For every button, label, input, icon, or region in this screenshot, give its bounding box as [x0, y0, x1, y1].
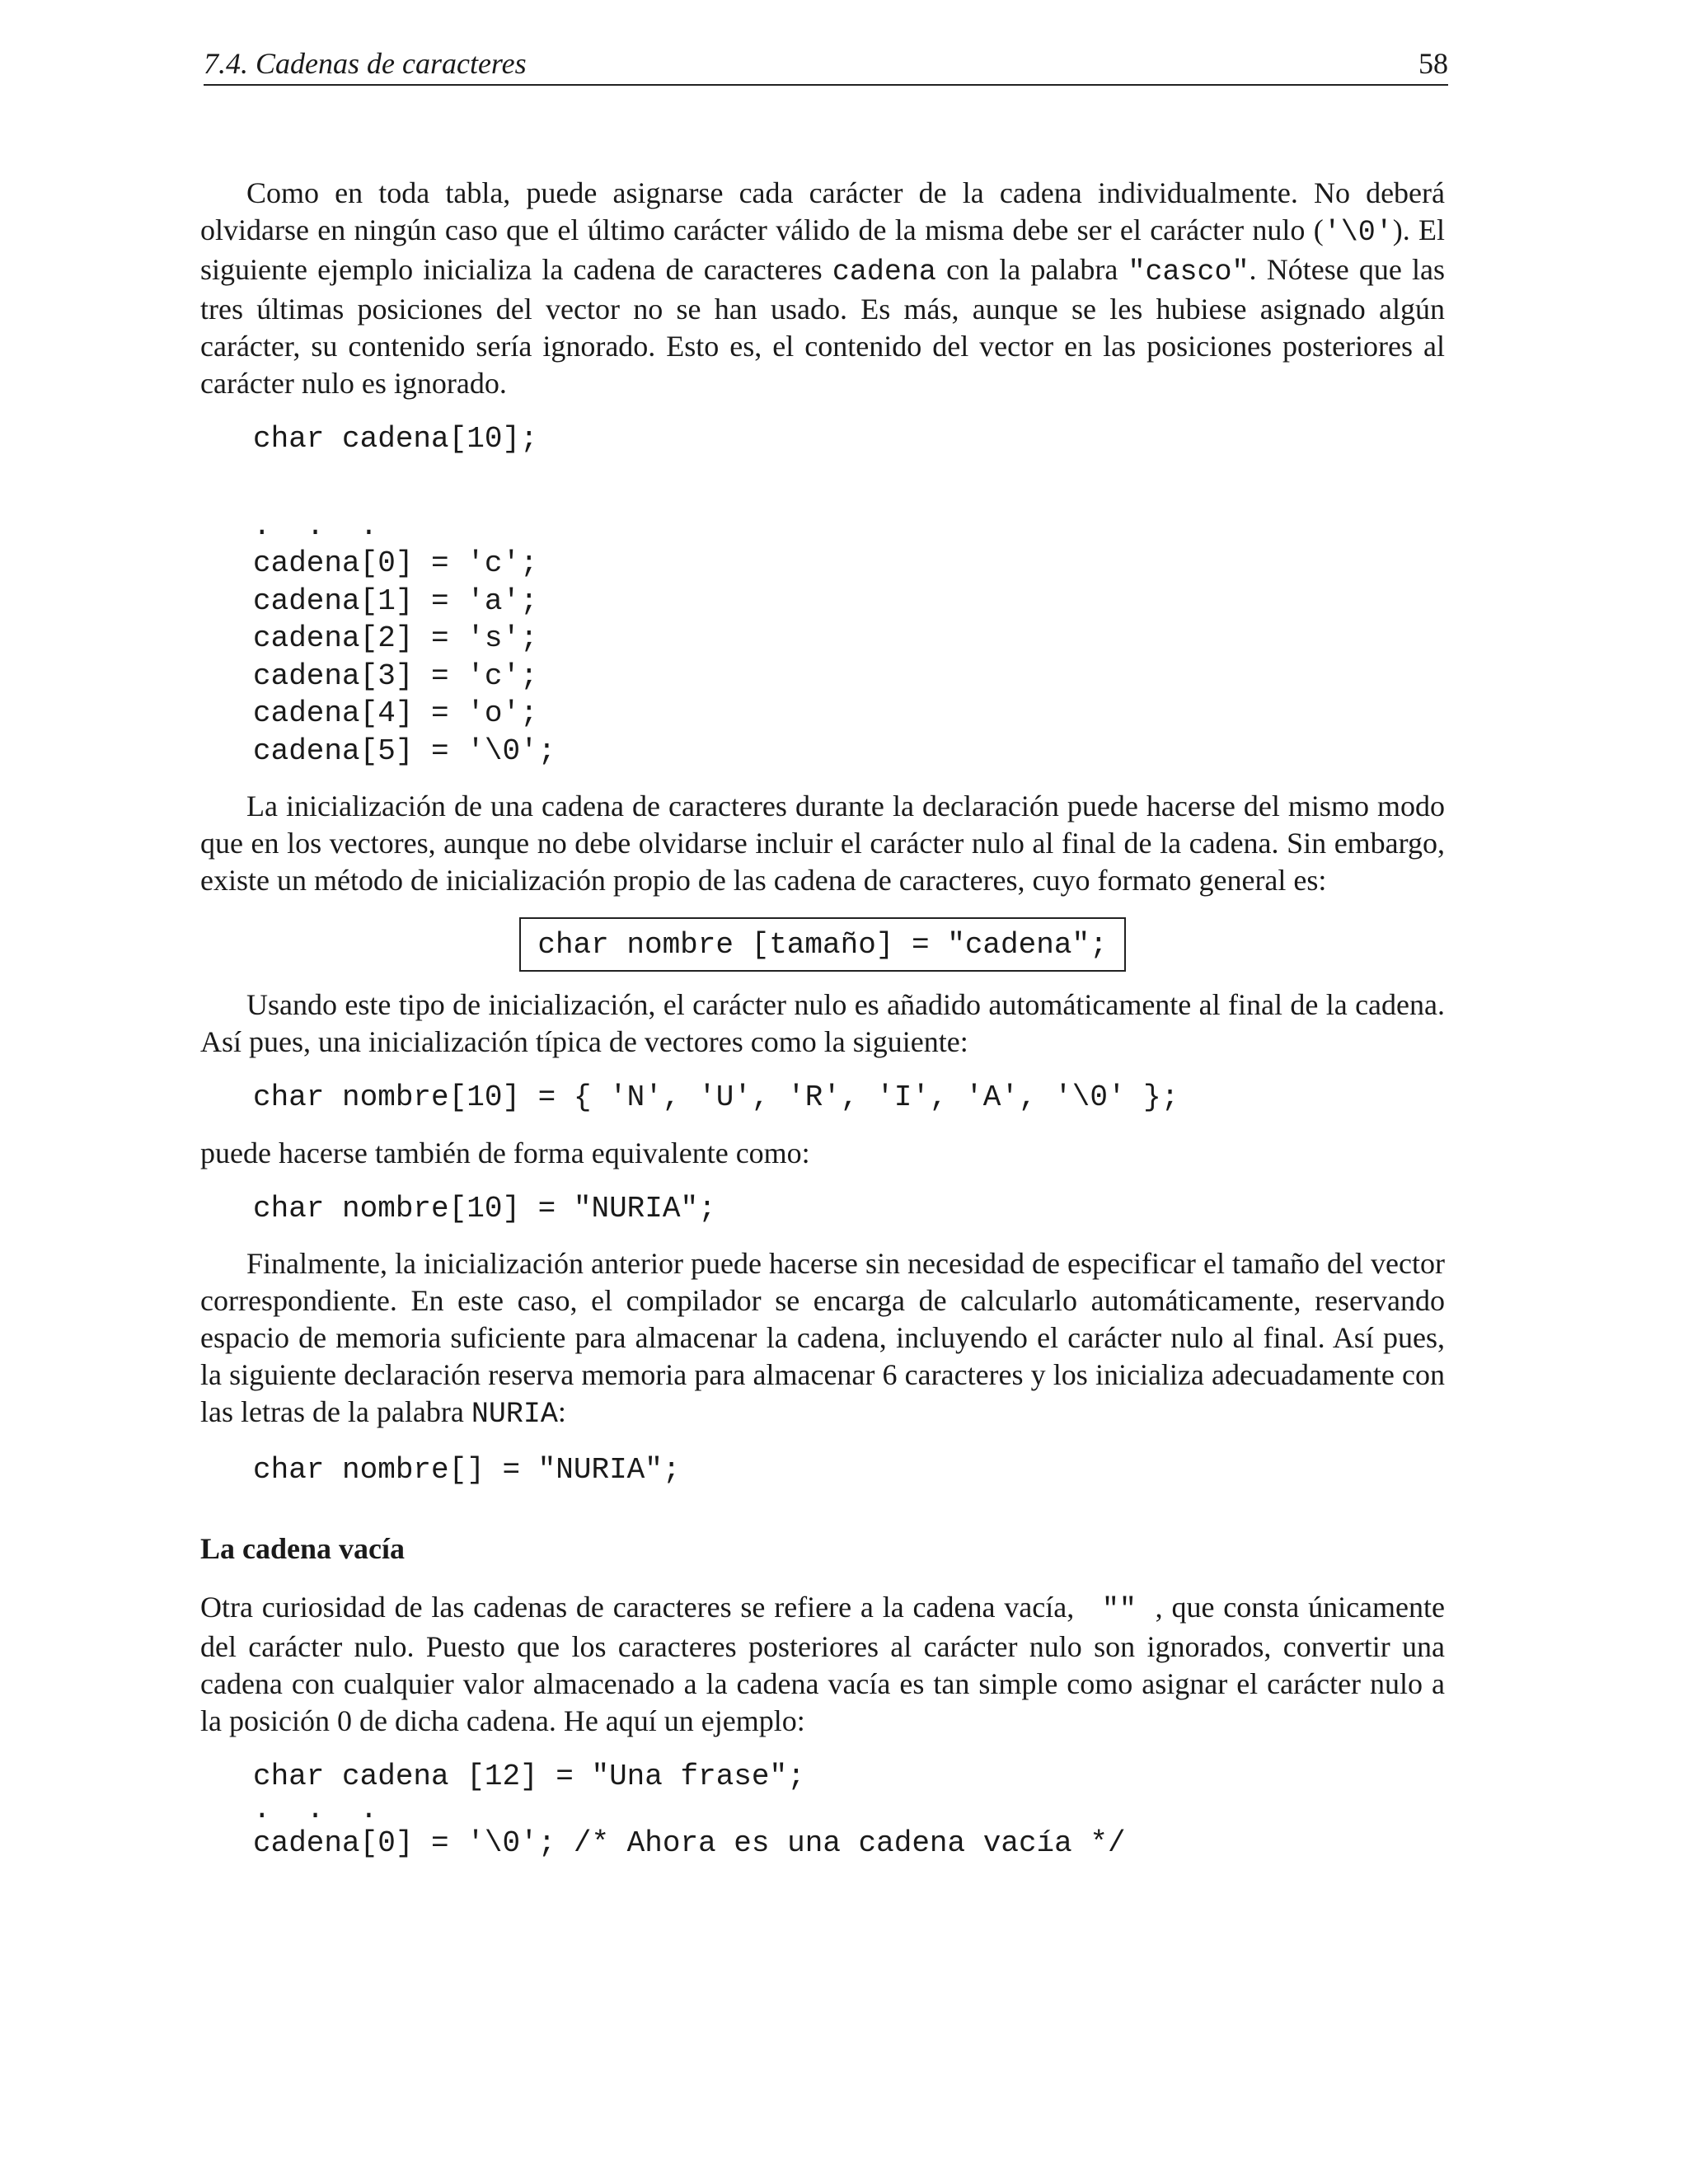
p1-code-null-char: '\0'	[1323, 216, 1393, 249]
p5-text-2: :	[557, 1395, 566, 1428]
code-example-2: char nombre[10] = { 'N', 'U', 'R', 'I', 'A', '\0' };	[253, 1080, 1179, 1114]
code-example-5-decl: char cadena [12] = "Una frase";	[253, 1759, 805, 1793]
code-line: cadena[1] = 'a';	[253, 583, 538, 618]
code-line: cadena[4] = 'o';	[253, 696, 538, 730]
p1-text-1: Como en toda tabla, puede asignarse cada carácter de la cadena individualmente. No deberá olvidarse en ningún caso que el último carácter válido de la misma debe ser el carácter nulo (	[200, 176, 1445, 246]
p6-code-empty-string: ""	[1083, 1592, 1156, 1626]
p1-code-cadena: cadena	[832, 255, 936, 288]
p1-text-2: ). El siguiente ejemplo inicializa la cadena de caracteres	[200, 213, 1445, 286]
format-box-wrapper	[200, 917, 1445, 972]
p5-text-1: Finalmente, la inicialización anterior puede hacerse sin necesidad de especificar el tamaño del vector correspondiente. En este caso, el compilador se encarga de calcularlo automáticamente, reservando espacio de memoria suficiente para almacenar la cadena, incluyendo el carácter nulo al final. Así pues, la siguiente declaración reserva memoria para almacenar 6 caracteres y los inicializa adecuadamente con las letras de la palabra	[200, 1247, 1445, 1428]
code-declaration: char cadena[10];	[253, 422, 538, 456]
running-header	[204, 43, 1448, 86]
paragraph-2: La inicialización de una cadena de caracteres durante la declaración puede hacerse del mismo modo que en los vectores, aunque no debe olvidarse incluir el carácter nulo al final de la cadena. Sin embargo, existe un método de inicialización propio de las cadena de caracteres, cuyo formato general es:	[200, 790, 1445, 897]
code-line: cadena[3] = 'c';	[253, 658, 538, 693]
code-example-4: char nombre[] = "NURIA";	[253, 1453, 681, 1487]
subheading: La cadena vacía	[200, 1531, 405, 1565]
page-number: 58	[1418, 47, 1448, 80]
paragraph-1	[200, 175, 1445, 402]
code-ellipsis: . . .	[253, 509, 378, 543]
paragraph-5	[200, 1245, 1445, 1433]
p6-text-2: , que consta únicamente del carácter nulo. Puesto que los caracteres posteriores al carácter nulo son ignorados, convertir una cadena con cualquier valor almacenado a la cadena vacía es tan simple como asignar el carácter nulo a la posición 0 de dicha cadena. He aquí un ejemplo:	[200, 1590, 1445, 1737]
code-example-3: char nombre[10] = "NURIA";	[253, 1191, 716, 1226]
format-box: char nombre [tamaño] = "cadena";	[519, 917, 1125, 972]
p5-code-nuria: NURIA	[471, 1398, 558, 1431]
paragraph-4: puede hacerse también de forma equivalente como:	[200, 1136, 810, 1169]
p6-text-1: Otra curiosidad de las cadenas de caracteres se refiere a la cadena vacía,	[200, 1590, 1084, 1624]
body-content	[200, 175, 1445, 1863]
code-line: cadena[2] = 's';	[253, 621, 538, 655]
code-line: cadena[0] = 'c';	[253, 546, 538, 580]
code-example-5-ellipsis: . . .	[253, 1793, 378, 1826]
p1-text-4: . Nótese que las tres últimas posiciones del vector no se han usado. Es más, aunque se les hubiese asignado algún carácter, su contenido sería ignorado. Esto es, el contenido del vector en las posiciones posteriores al carácter nulo es ignorado.	[200, 253, 1446, 400]
paragraph-6	[200, 1589, 1445, 1740]
code-example-5-assign: cadena[0] = '\0'; /* Ahora es una cadena vacía */	[253, 1826, 1126, 1860]
header-section-title: 7.4. Cadenas de caracteres	[204, 47, 527, 80]
p1-code-casco: "casco"	[1128, 255, 1250, 288]
p1-text-3: con la palabra	[935, 253, 1128, 286]
code-line: cadena[5] = '\0';	[253, 733, 556, 768]
paragraph-3: Usando este tipo de inicialización, el carácter nulo es añadido automáticamente al final de la cadena. Así pues, una inicialización típica de vectores como la siguiente:	[200, 988, 1445, 1058]
